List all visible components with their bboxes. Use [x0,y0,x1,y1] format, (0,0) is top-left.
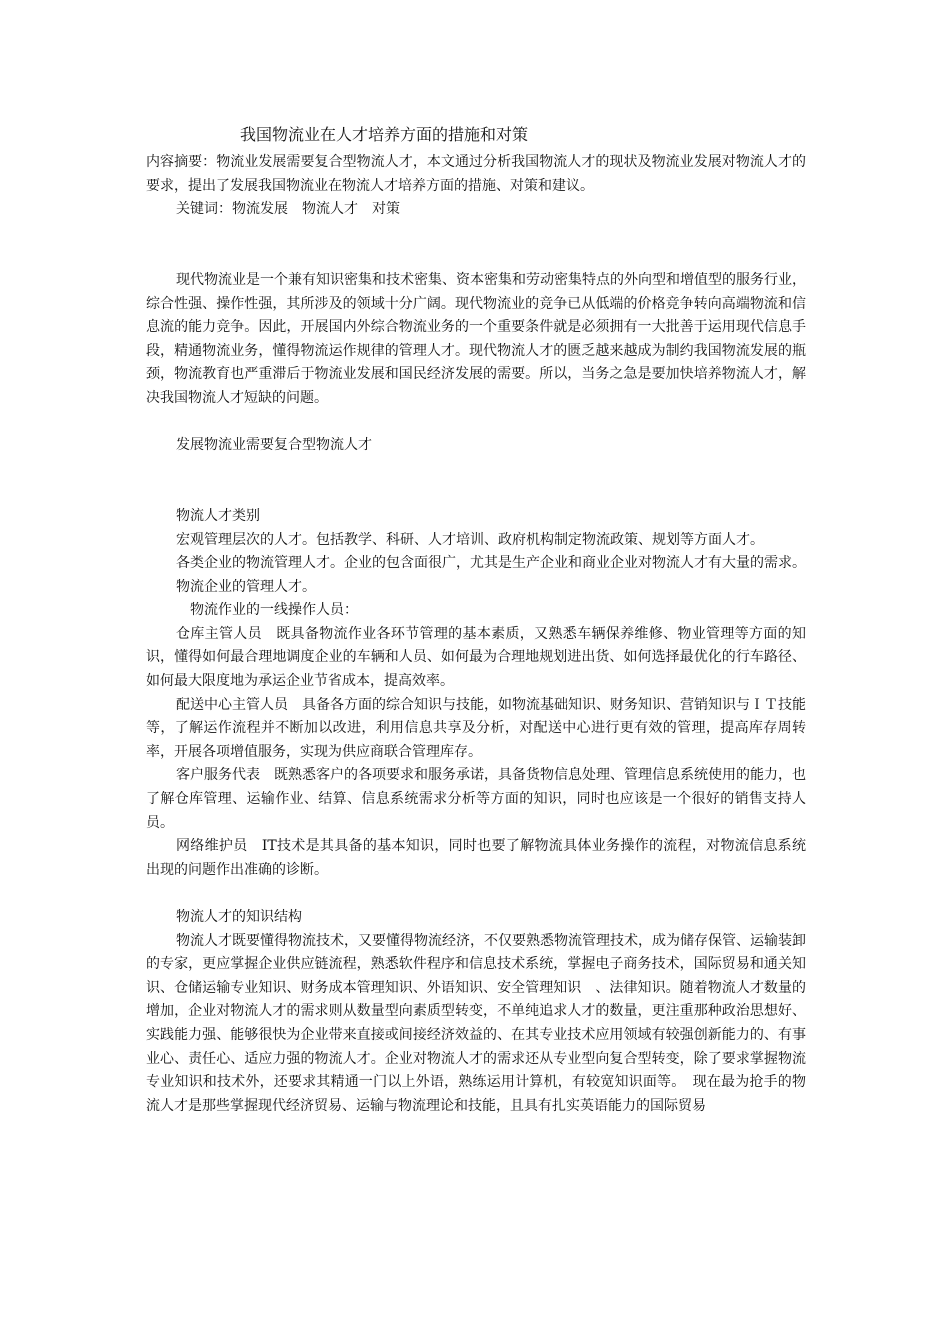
section-heading-demand: 发展物流业需要复合型物流人才 [176,437,372,454]
spacer [146,458,806,505]
knowledge-structure-paragraph: 物流人才既要懂得物流技术，又要懂得物流经济，不仅要熟悉物流管理技术，成为储存保管、运输装卸的专家，更应掌握企业供应链流程，熟悉软件程序和信息技术系统，掌握电子商务技术，国际贸易和通关知识、仓储运输专业知识、财务成本管理知识、外语知识、安全管理知识 、法律知识。随着物流人才数量的增加，企业对物流人才的需求则从数量型向素质型转变，不单纯追求人才的数量，更注重那种政治思想好、实践能力强、能够很快为企业带来直接或间接经济效益的、在其专业技术应用领域有较强创新能力的、有事业心、责任心、适应力强的物流人才。企业对物流人才的需求还从专业型向复合型转变，除了要求掌握物流专业知识和技术外，还要求其精通一门以上外语，熟练运用计算机，有较宽知识面等。 现在最为抢手的物流人才是那些掌握现代经济贸易、运输与物流理论和技能，且具有扎实英语能力的国际贸易 [146,932,806,1114]
category-macro: 宏观管理层次的人才。包括教学、科研、人才培训、政府机构制定物流政策、规划等方面人才。 [176,531,764,548]
category-frontline: 物流作业的一线操作人员： [190,602,358,619]
role-warehouse-supervisor: 仓库主管人员 既具备物流作业各环节管理的基本素质，又熟悉车辆保养维修、物业管理等方面的知识，懂得如何最合理地调度企业的车辆和人员、如何最为合理地规划进出货、如何选择最优化的行车路径、如何最大限度地为承运企业节省成本，提高效率。 [146,625,806,690]
intro-paragraph: 现代物流业是一个兼有知识密集和技术密集、资本密集和劳动密集特点的外向型和增值型的服务行业，综合性强、操作性强，其所涉及的领域十分广阔。现代物流业的竞争已从低端的价格竞争转向高端物流和信息流的能力竞争。因此，开展国内外综合物流业务的一个重要条件就是必须拥有一大批善于运用现代信息手段，精通物流业务，懂得物流运作规律的管理人才。现代物流人才的匮乏越来越成为制约我国物流发展的瓶颈，物流教育也严重滞后于物流业发展和国民经济发展的需要。所以，当务之急是要加快培养物流人才，解决我国物流人才短缺的问题。 [146,271,806,406]
spacer [146,222,806,269]
role-customer-service: 客户服务代表 既熟悉客户的各项要求和服务承诺，具备货物信息处理、管理信息系统使用的能力，也了解仓库管理、运输作业、结算、信息系统需求分析等方面的知识，同时也应该是一个很好的销售支持人员。 [146,767,806,831]
keywords: 关键词：物流发展 物流人才 对策 [176,201,400,218]
role-network-maintainer: 网络维护员 IT技术是其具备的基本知识，同时也要了解物流具体业务操作的流程，对物流信息系统出现的问题作出准确的诊断。 [146,838,806,878]
role-distribution-supervisor: 配送中心主管人员 具备各方面的综合知识与技能，如物流基础知识、财务知识、营销知识与ＩＴ技能等，了解运作流程并不断加以改进，利用信息共享及分析，对配送中心进行更有效的管理，提高库存周转率，开展各项增值服务，实现为供应商联合管理库存。 [146,696,806,760]
section-heading-categories: 物流人才类别 [176,507,260,524]
document-body [146,151,806,1118]
section-heading-knowledge: 物流人才的知识结构 [176,909,302,925]
document-title: 我国物流业在人才培养方面的措施和对策 [240,125,529,144]
category-enterprise: 各类企业的物流管理人才。企业的包含面很广，尤其是生产企业和商业企业对物流人才有大量的需求。 [176,555,806,572]
abstract: 内容摘要：物流业发展需要复合型物流人才，本文通过分析我国物流人才的现状及物流业发展对物流人才的要求，提出了发展我国物流业在物流人才培养方面的措施、对策和建议。 [146,154,806,194]
category-logistics-management: 物流企业的管理人才。 [176,578,316,595]
spacer [146,411,806,435]
spacer [146,882,806,906]
